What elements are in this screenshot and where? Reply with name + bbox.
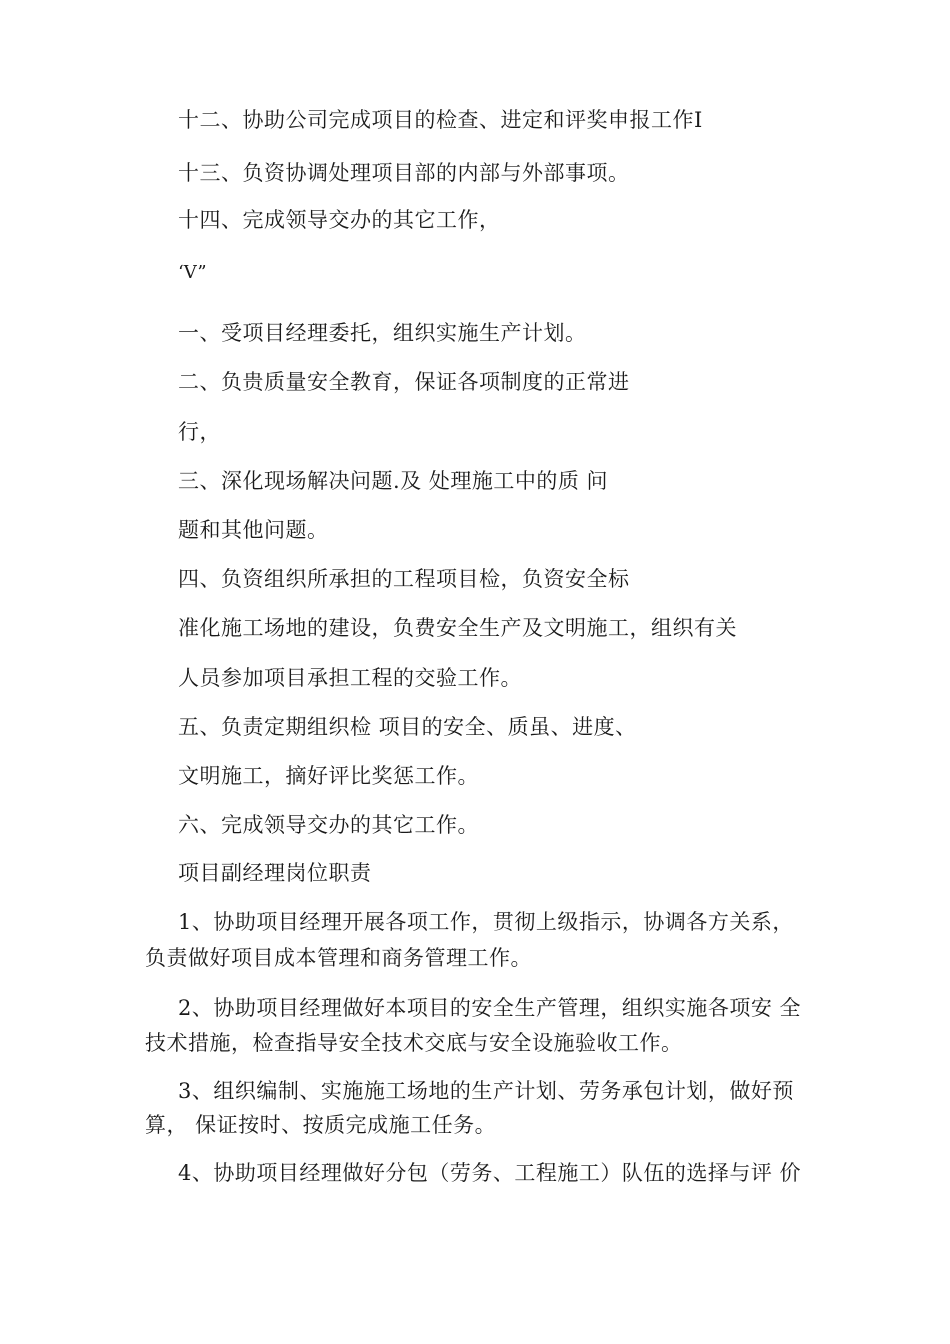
text-line: 十四、完成领导交办的其它工作， xyxy=(178,208,501,232)
text-line: 技术措施，检查指导安全技术交底与安全设施验收工作。 xyxy=(145,1031,683,1055)
text-line: 一、受项目经理委托，组织实施生产计划。 xyxy=(178,321,587,345)
text-line: 4、协助项目经理做好分包（劳务、工程施工）队伍的选择与评 价 xyxy=(178,1161,802,1185)
text-line: 十二、协助公司完成项目的检查、进定和评奖申报工作I xyxy=(178,108,703,132)
text-line: 算， 保证按时、按质完成施工任务。 xyxy=(145,1113,497,1137)
text-line: 行， xyxy=(178,420,221,444)
text-line: 文明施工，摘好评比奖惩工作。 xyxy=(178,764,479,788)
text-line: 1、协助项目经理开展各项工作，贯彻上级指示，协调各方关系， xyxy=(178,910,794,934)
text-line: 人员参加项目承担工程的交验工作。 xyxy=(178,666,522,690)
text-line: 三、深化现场解决问题.及 处理施工中的质 问 xyxy=(178,469,609,493)
text-line: 四、负资组织所承担的工程项目检，负资安全标 xyxy=(178,567,630,591)
text-line: 负责做好项目成本管理和商务管理工作。 xyxy=(145,946,532,970)
text-line: 2、协助项目经理做好本项目的安全生产管理，组织实施各项安 全 xyxy=(178,996,802,1020)
text-line: 题和其他问题。 xyxy=(178,518,329,542)
text-line: 3、组织编制、实施施工场地的生产计划、劳务承包计划，做好预 xyxy=(178,1079,794,1103)
text-line: 二、负贵质量安全教育，保证各项制度的正常进 xyxy=(178,370,630,394)
text-line: 五、负责定期组织检 项目的安全、质虽、进度、 xyxy=(178,715,637,739)
section-heading: 项目副经理岗位职责 xyxy=(178,861,372,885)
text-line: 准化施工场地的建设，负费安全生产及文明施工，组织有关 xyxy=(178,616,737,640)
text-line: 六、完成领导交办的其它工作。 xyxy=(178,813,479,837)
text-line: ‘V” xyxy=(178,262,207,283)
text-line: 十三、负资协调处理项目部的内部与外部事项。 xyxy=(178,161,630,185)
